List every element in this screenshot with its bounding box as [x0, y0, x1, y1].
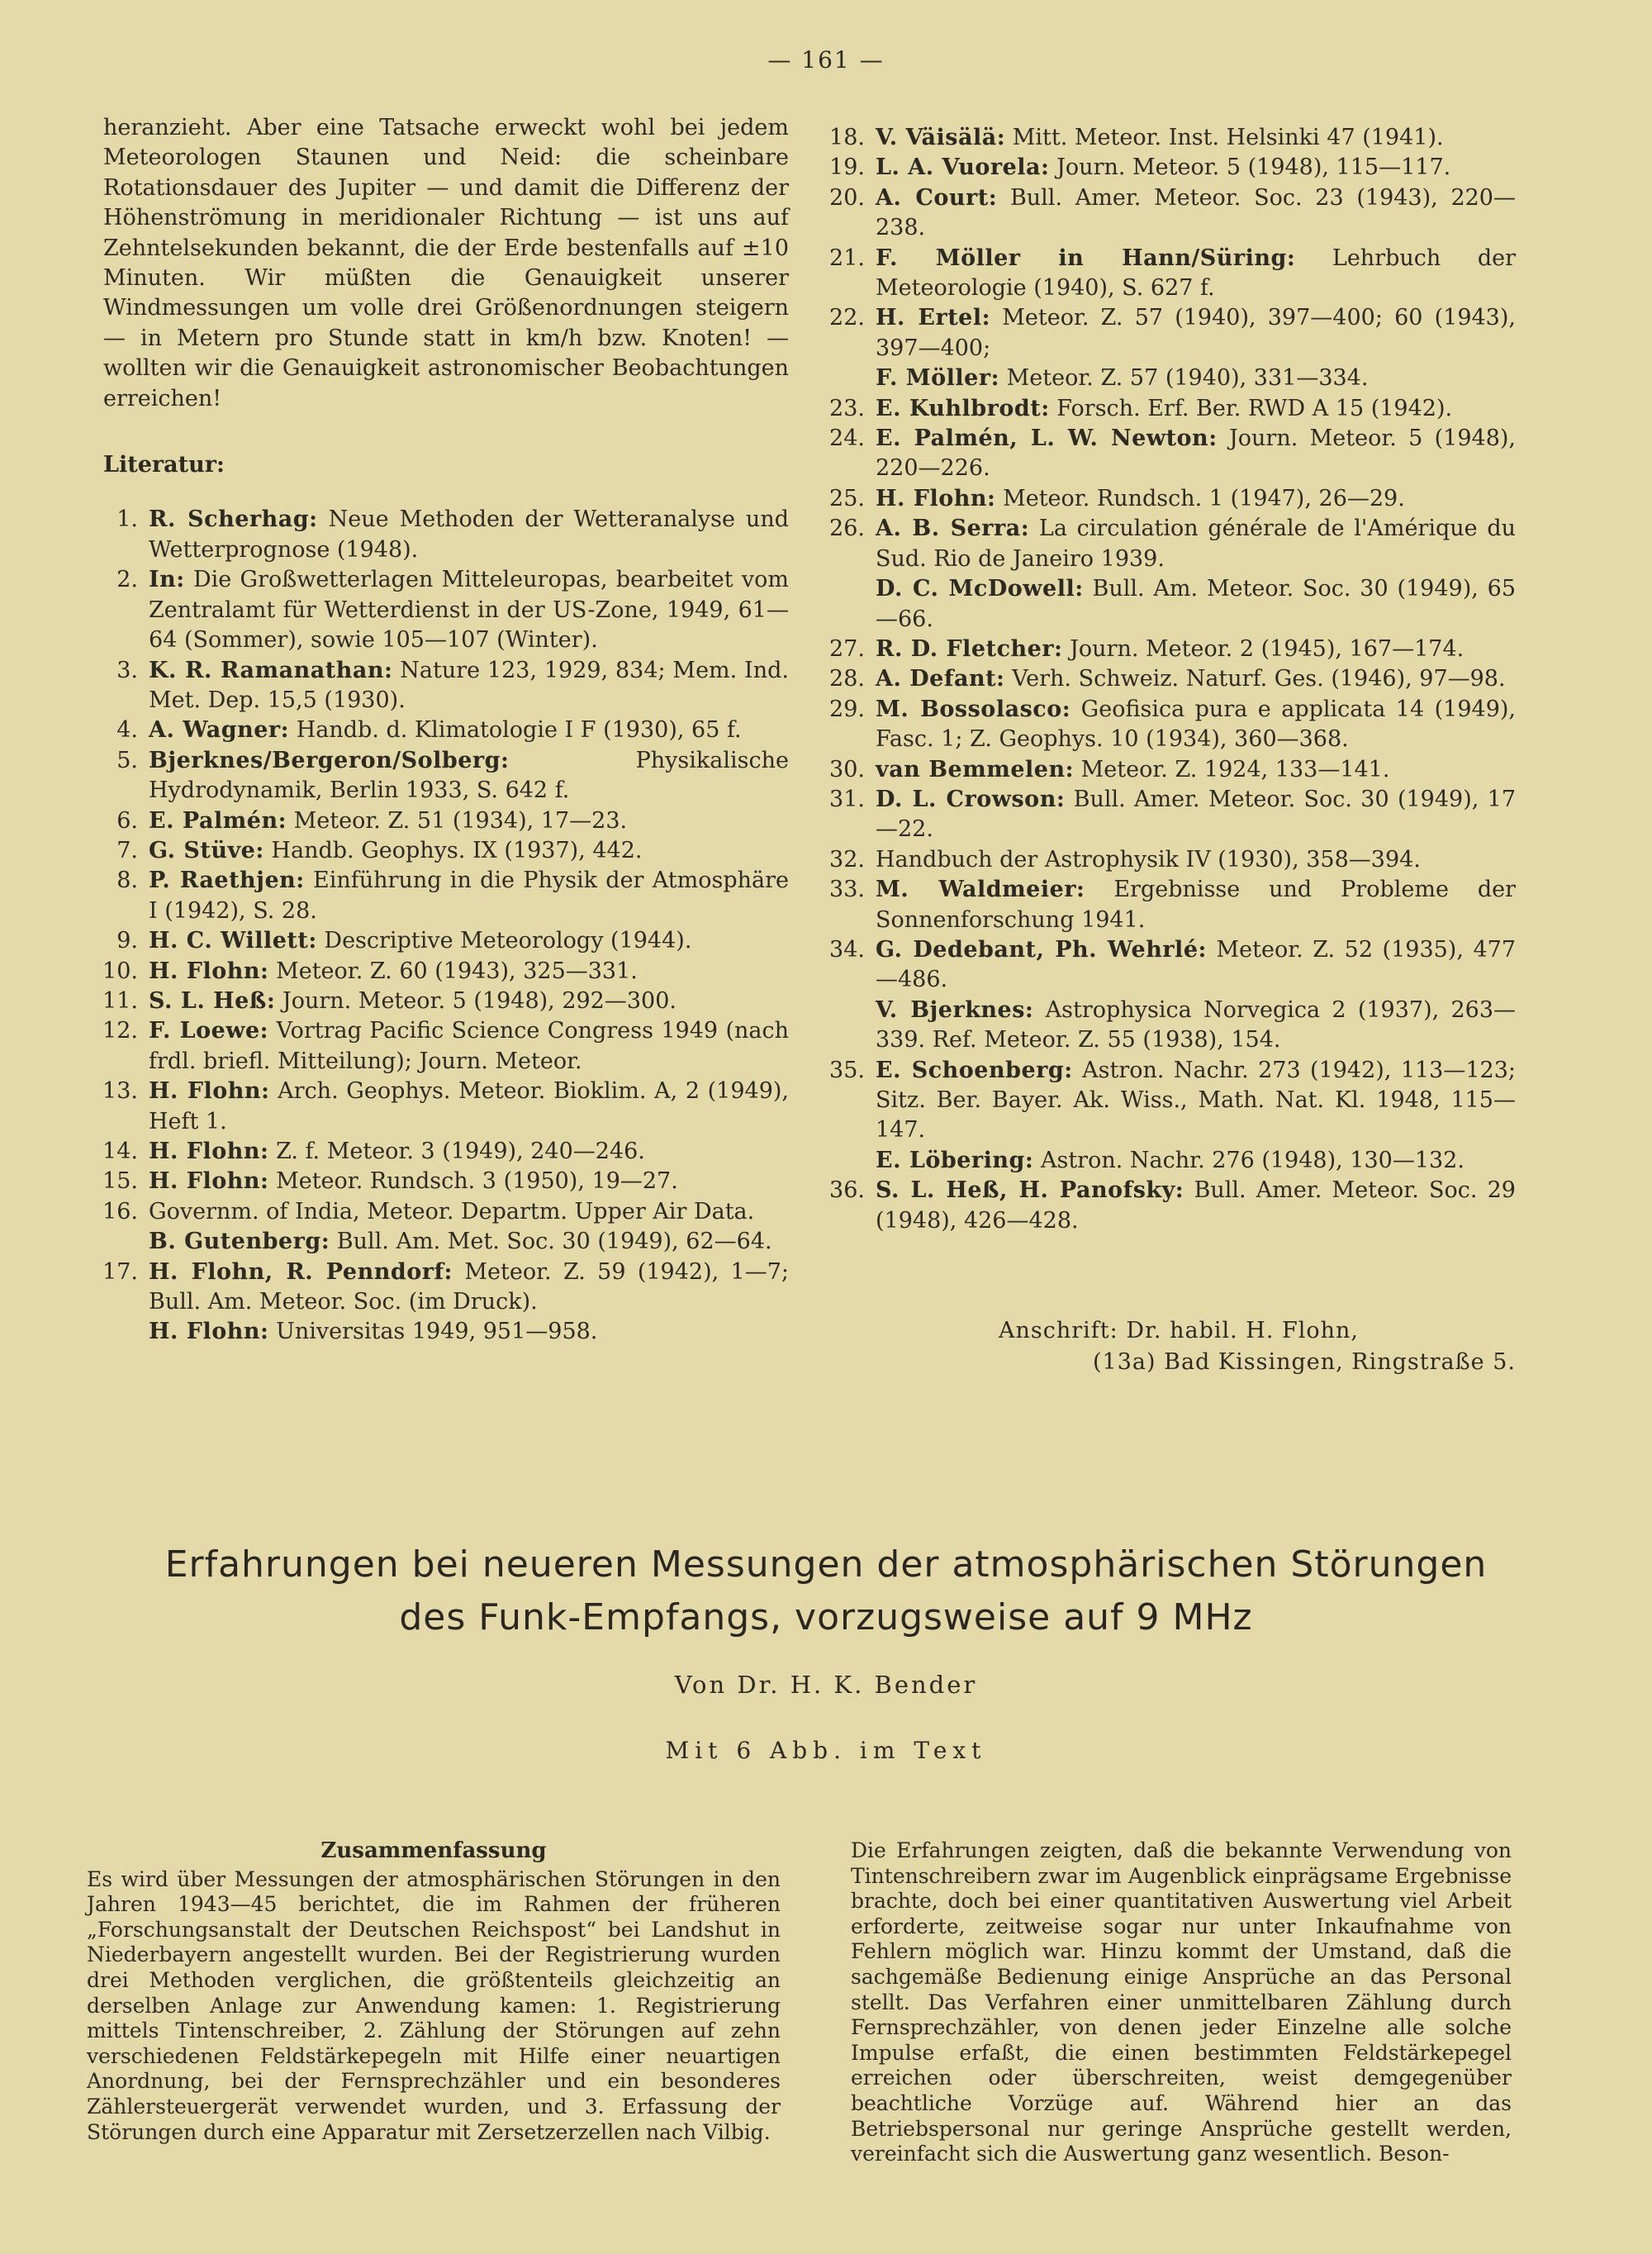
reference-item [103, 746, 789, 806]
summary-right-text: Die Erfahrungen zeigten, daß die bekannte Verwendung von Tintenschreibern zwar im Augenblick einprägsame Ergebnisse brachte, doch bei einer quantitativen Auswertung viel Arbeit erforderte, zeitweise sogar nur unter Inkaufnahme von Fehlern möglich war. Hinzu kommt der Umstand, daß die sachgemäße Bedienung einige Ansprüche an das Personal stellt. Das Verfahren einer unmittelbaren Zählung durch Fernsprechzähler, von denen jeder Einzelne alle solche Impulse erfaßt, die einen bestimmten Feldstärkepegel erreichen oder überschreiten, weist demgegenüber beachtliche Vorzüge auf. Während hier an das Betriebspersonal nur geringe Ansprüche gestellt werden, vereinfacht sich die Auswertung ganz wesentlich. Beson- [851, 1838, 1512, 2166]
reference-author: V. Väisälä: [876, 125, 1006, 150]
reference-item [830, 1146, 1516, 1176]
reference-text: Journ. Meteor. 2 (1945), 167—174. [1062, 635, 1464, 662]
reference-item [103, 716, 789, 745]
intro-paragraph: heranzieht. Aber eine Tatsache erweckt wohl bei jedem Meteorologen Staunen und Neid: die scheinbare Rotationsdauer des Jupiter — und damit die Differenz der Höhenströmung in meridionaler Richtung — ist uns auf Zehntelsekunden bekannt, die der Erde bestenfalls auf ±10 Minuten. Wir müßten die Genauigkeit unserer Windmessungen um volle drei Größenordnungen steigern — in Metern pro Stunde statt in km/h bzw. Knoten! — wollten wir die Genauigkeit astronomischer Beobachtungen erreichen! [103, 115, 789, 411]
reference-text: Die Großwetterlagen Mitteleuropas, bearbeitet vom Zentralamt für Wetterdienst in der US-Zone, 1949, 61—64 (Sommer), sowie 105—107 (Winter). [149, 567, 789, 654]
reference-number: 9. [116, 928, 138, 954]
reference-author: H. Flohn: [876, 485, 996, 511]
reference-number: 31. [829, 786, 865, 812]
reference-text: Descriptive Meteorology (1944). [316, 928, 692, 954]
reference-text: Meteor. Z. 57 (1940), 397—400; 60 (1943), 397—400; [876, 305, 1516, 361]
reference-number: 26. [829, 516, 865, 542]
reference-number: 35. [829, 1057, 865, 1083]
reference-author: H. Flohn: [149, 1078, 270, 1105]
reference-text: Astron. Nachr. 276 (1948), 130—132. [1033, 1147, 1464, 1173]
reference-author: Bjerknes/Bergeron/Solberg: [149, 747, 510, 773]
reference-number: 1. [116, 506, 138, 533]
reference-item [103, 806, 789, 836]
reference-number: 34. [829, 936, 865, 963]
reference-text: Meteor. Z. 59 (1942), 1—7; Bull. Am. Meteor. Soc. (im Druck). [149, 1258, 789, 1315]
reference-list-right [830, 123, 1516, 1236]
reference-text: Handb. d. Klimatologie I F (1930), 65 f. [289, 717, 742, 744]
reference-text: Bull. Amer. Meteor. Soc. 30 (1949), 17—22. [876, 786, 1517, 843]
reference-number: 16. [102, 1198, 138, 1224]
reference-author: K. R. Ramanathan: [149, 657, 393, 683]
reference-number: 25. [829, 485, 865, 511]
reference-author: H. Flohn, R. Penndorf: [149, 1258, 453, 1285]
author-address [954, 1315, 1516, 1378]
reference-author: H. C. Willett: [149, 928, 317, 954]
reference-author: H. Flohn: [149, 1139, 269, 1164]
reference-number: 23. [829, 395, 865, 421]
summary-right-column [851, 1838, 1512, 2167]
reference-text: Governm. of India, Meteor. Departm. Upper Air Data. [149, 1198, 755, 1224]
reference-number: 11. [102, 987, 138, 1014]
reference-number: 28. [829, 666, 865, 692]
reference-item [103, 1197, 789, 1227]
reference-text: Geofisica pura e applicata 14 (1949), Fasc. 1; Z. Geophys. 10 (1934), 360—368. [876, 696, 1516, 753]
reference-text: Handbuch der Astrophysik IV (1930), 358—394. [876, 846, 1421, 873]
reference-number: 19. [829, 155, 865, 181]
reference-number: 24. [829, 426, 865, 452]
reference-item [103, 987, 789, 1016]
reference-item [830, 785, 1516, 845]
reference-item [830, 123, 1516, 153]
reference-text: La circulation générale de l'Amérique du Sud. Rio de Janeiro 1939. [876, 516, 1516, 572]
reference-author: E. Palmén: [149, 807, 287, 834]
reference-item [830, 635, 1516, 664]
reference-author: S. L. Heß, H. Panofsky: [876, 1177, 1184, 1204]
reference-text: Astron. Nachr. 273 (1942), 113—123; Sitz. Ber. Bayer. Ak. Wiss., Math. Nat. Kl. 1948, 115—147. [876, 1057, 1516, 1144]
reference-text: Journ. Meteor. 5 (1948), 292—300. [275, 987, 676, 1014]
reference-item [103, 1016, 789, 1077]
article-title-line-1: Erfahrungen bei neueren Messungen der atmosphärischen Störungen [164, 1543, 1488, 1586]
reference-author: A. Defant: [876, 666, 1005, 692]
reference-number: 33. [829, 877, 865, 903]
reference-author: R. Scherhag: [149, 506, 318, 533]
reference-item [830, 514, 1516, 574]
reference-item [103, 957, 789, 987]
reference-author: F. Möller in Hann/Süring: [876, 245, 1296, 271]
reference-item [830, 1056, 1516, 1146]
reference-number: 36. [829, 1177, 865, 1204]
reference-text: Meteor. Z. 1924, 133—141. [1074, 756, 1390, 782]
reference-number: 5. [116, 747, 138, 773]
reference-item [830, 996, 1516, 1056]
reference-author: A. B. Serra: [876, 516, 1030, 542]
reference-author: G. Stüve: [149, 837, 264, 863]
reference-number: 21. [829, 245, 865, 271]
reference-text: Universitas 1949, 951—958. [268, 1319, 598, 1345]
reference-author: H. Flohn: [149, 1168, 269, 1195]
reference-text: Meteor. Rundsch. 1 (1947), 26—29. [995, 485, 1405, 511]
reference-item [103, 1317, 789, 1347]
reference-author: M. Bossolasco: [876, 696, 1071, 722]
article-title [0, 1538, 1652, 1644]
reference-author: E. Kuhlbrodt: [876, 395, 1050, 421]
reference-number: 27. [829, 635, 865, 662]
right-column [830, 123, 1516, 1236]
reference-number: 2. [116, 567, 138, 593]
literature-heading: Literatur: [103, 452, 225, 478]
reference-item [830, 845, 1516, 875]
reference-author: A. Wagner: [149, 717, 290, 744]
summary-heading: Zusammenfassung [320, 1838, 547, 1863]
reference-number: 12. [102, 1018, 138, 1044]
reference-author: V. Bjerknes: [876, 996, 1034, 1023]
reference-text: Physikalische Hydrodynamik, Berlin 1933, S. 642 f. [149, 747, 789, 804]
reference-text: Bull. Amer. Meteor. Soc. 23 (1943), 220—238. [876, 184, 1516, 241]
left-column [103, 113, 789, 1348]
reference-author: B. Gutenberg: [149, 1229, 330, 1255]
reference-number: 4. [116, 717, 138, 744]
reference-number: 13. [102, 1078, 138, 1105]
reference-item [830, 1176, 1516, 1236]
reference-text: Journ. Meteor. 5 (1948), 115—117. [1049, 155, 1451, 181]
reference-number: 14. [102, 1139, 138, 1164]
reference-item [103, 1258, 789, 1318]
reference-author: D. L. Crowson: [876, 786, 1066, 812]
reference-text: Astrophysica Norvegica 2 (1937), 263—339. Ref. Meteor. Z. 55 (1938), 154. [876, 996, 1516, 1053]
reference-text: Meteor. Z. 52 (1935), 477—486. [876, 936, 1516, 993]
reference-number: 18. [829, 125, 865, 150]
reference-author: A. Court: [876, 184, 998, 211]
reference-author: E. Schoenberg: [876, 1057, 1073, 1083]
reference-text: Neue Methoden der Wetteranalyse und Wetterprognose (1948). [149, 506, 789, 563]
reference-text: Meteor. Z. 57 (1940), 331—334. [999, 365, 1369, 392]
reference-text: Meteor. Z. 60 (1943), 325—331. [268, 958, 638, 984]
summary-text: Es wird über Messungen der atmosphärischen Störungen in den Jahren 1943—45 berichtet, die im Rahmen der früheren „Forschungsanstalt der Deutschen Reichspost“ bei Landshut in Niederbayern angestellt wurden. Bei der Registrierung wurden drei Methoden verglichen, die größtenteils gleichzeitig an derselben Anlage zur Anwendung kamen: 1. Registrierung mittels Tintenschreiber, 2. Zählung der Störungen auf zehn verschiedenen Feldstärkepegeln mit Hilfe einer neuartigen Anordnung, bei der Fernsprechzähler und ein besonderes Zählersteuergerät verwendet wurden, und 3. Erfassung der Störungen durch eine Apparatur mit Zersetzerzellen nach Vilbig. [87, 1866, 781, 2144]
reference-author: H. Flohn: [149, 1319, 269, 1345]
reference-text: Meteor. Rundsch. 3 (1950), 19—27. [268, 1168, 678, 1195]
reference-author: D. C. McDowell: [876, 576, 1084, 602]
reference-number: 3. [116, 657, 138, 683]
reference-item [830, 574, 1516, 635]
figures-note: Mit 6 Abb. im Text [665, 1737, 987, 1764]
reference-author: P. Raethjen: [149, 868, 305, 894]
reference-number: 22. [829, 305, 865, 331]
reference-text: Meteor. Z. 51 (1934), 17—23. [287, 807, 628, 834]
reference-item [103, 565, 789, 655]
reference-item [103, 1077, 789, 1137]
reference-number: 29. [829, 696, 865, 722]
reference-text: Vortrag Pacific Science Congress 1949 (nach frdl. briefl. Mitteilung); Journ. Meteor. [149, 1018, 789, 1074]
reference-text: Handb. Geophys. IX (1937), 442. [263, 837, 643, 863]
reference-text: Bull. Am. Meteor. Soc. 30 (1949), 65—66. [876, 576, 1517, 632]
reference-item [830, 244, 1516, 304]
reference-author: In: [149, 567, 185, 593]
reference-item [830, 695, 1516, 755]
reference-item [830, 935, 1516, 996]
reference-author: van Bemmelen: [876, 756, 1075, 782]
reference-number: 10. [102, 958, 138, 984]
reference-item [830, 755, 1516, 785]
reference-text: Nature 123, 1929, 834; Mem. Ind. Met. Dep. 15,5 (1930). [149, 657, 789, 713]
reference-author: G. Dedebant, Ph. Wehrlé: [876, 936, 1207, 963]
reference-text: Arch. Geophys. Meteor. Bioklim. A, 2 (1949), Heft 1. [149, 1078, 789, 1134]
reference-author: H. Flohn: [149, 958, 269, 984]
reference-author: E. Palmén, L. W. Newton: [876, 426, 1218, 452]
reference-item [830, 183, 1516, 244]
byline: Von Dr. H. K. Bender [674, 1671, 978, 1699]
reference-number: 17. [102, 1258, 138, 1285]
reference-author: L. A. Vuorela: [876, 155, 1050, 181]
reference-text: Mitt. Meteor. Inst. Helsinki 47 (1941). [1005, 125, 1444, 150]
summary-left-column [87, 1838, 781, 2145]
reference-number: 7. [116, 837, 138, 863]
reference-item [103, 505, 789, 565]
reference-item [830, 875, 1516, 935]
reference-text: Einführung in die Physik der Atmosphäre I (1942), S. 28. [149, 868, 789, 924]
reference-item [103, 1167, 789, 1196]
reference-item [830, 303, 1516, 364]
reference-item [103, 866, 789, 926]
reference-text: Verh. Schweiz. Naturf. Ges. (1946), 97—98. [1004, 666, 1506, 692]
reference-item [103, 1137, 789, 1167]
reference-text: Bull. Am. Met. Soc. 30 (1949), 62—64. [330, 1229, 772, 1255]
reference-item [830, 484, 1516, 514]
reference-item [830, 424, 1516, 484]
reference-author: E. Löbering: [876, 1147, 1034, 1173]
reference-text: Lehrbuch der Meteorologie (1940), S. 627 f. [876, 245, 1516, 302]
reference-number: 30. [829, 756, 865, 782]
reference-number: 15. [102, 1168, 138, 1195]
reference-number: 20. [829, 184, 865, 211]
reference-item [830, 153, 1516, 183]
reference-number: 6. [116, 807, 138, 834]
reference-number: 32. [829, 846, 865, 873]
reference-item [830, 664, 1516, 694]
reference-author: H. Ertel: [876, 305, 991, 331]
reference-item [103, 836, 789, 866]
address-line-2: (13a) Bad Kissingen, Ringstraße 5. [1093, 1349, 1516, 1375]
reference-author: R. D. Fletcher: [876, 635, 1063, 662]
reference-text: Z. f. Meteor. 3 (1949), 240—246. [268, 1139, 645, 1164]
reference-item [830, 394, 1516, 424]
reference-item [830, 364, 1516, 393]
reference-item [103, 656, 789, 716]
reference-text: Ergebnisse und Probleme der Sonnenforschung 1941. [876, 877, 1516, 933]
reference-text: Bull. Amer. Meteor. Soc. 29 (1948), 426—428. [876, 1177, 1516, 1234]
address-line-1: Anschrift: Dr. habil. H. Flohn, [999, 1318, 1359, 1343]
reference-text: Forsch. Erf. Ber. RWD A 15 (1942). [1049, 395, 1453, 421]
reference-number: 8. [116, 868, 138, 894]
reference-list-left [103, 505, 789, 1347]
reference-author: S. L. Heß: [149, 987, 276, 1014]
page-number: — 161 — [767, 46, 885, 74]
reference-text: Journ. Meteor. 5 (1948), 220—226. [876, 426, 1516, 482]
reference-item [103, 1227, 789, 1257]
reference-author: F. Loewe: [149, 1018, 269, 1044]
reference-author: M. Waldmeier: [876, 877, 1085, 903]
reference-item [103, 926, 789, 956]
article-title-line-2: des Funk-Empfangs, vorzugsweise auf 9 MHz [399, 1596, 1253, 1638]
reference-author: F. Möller: [876, 365, 1000, 392]
